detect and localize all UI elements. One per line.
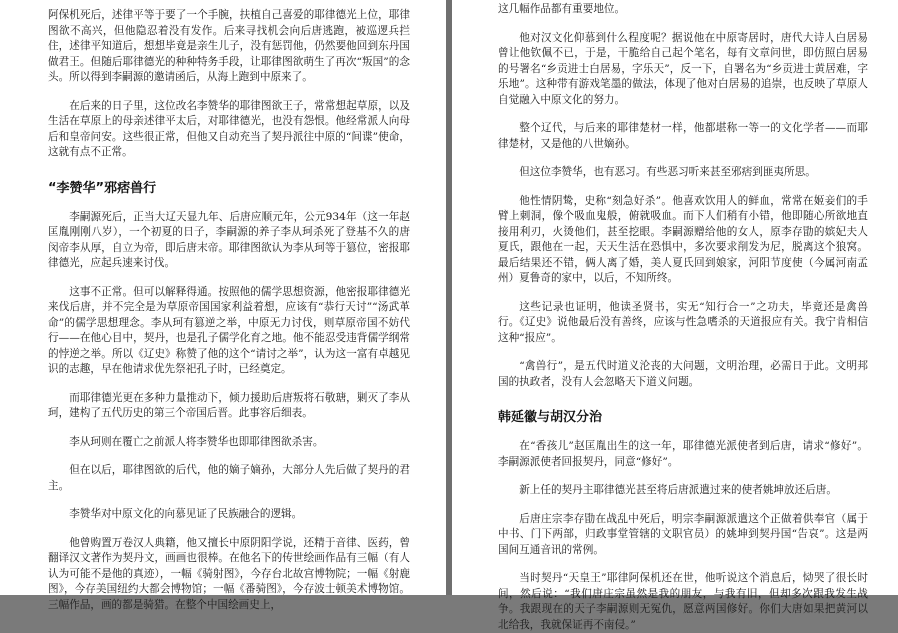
paragraph: 他曾购置万卷汉人典籍，他又擅长中原阴阳学说，还精于音律、医药，曾翻译汉文著作为契丹文，画画也很棒。在他名下的传世绘画作品有三幅（有人认为可能不是他的真迹），一幅《骑射图》，今存台北故宫博物院；一幅《射鹿图》，今存美国纽约大都会博物馆；一幅《番骑图》，今存波士顿美术博物馆。三幅作品，画的都是骑猎。在整个中国绘画史上， — [48, 536, 410, 611]
paragraph: 而耶律德光更在多种力量推动下，倾力援助后唐叛将石敬瑭，剿灭了李从珂，建构了五代历史的第三个帝国后晋。此事容后细表。 — [48, 391, 410, 419]
paragraph: 在后来的日子里，这位改名李赞华的耶律图欲王子，常常想起草原，以及生活在草原上的母亲述律平太后，对耶律德光，也没有怨恨。他经常派人向母后和皇帝问安。这些很正常，但他又自动充当了契丹派往中原的“间谍”使命，这就有点不正常。 — [48, 99, 410, 158]
paragraph: 阿保机死后，述律平等于要了一个手腕，扶植自己喜爱的耶律德光上位，耶律图欲不高兴，但他隐忍着没有发作。后来寻找机会向后唐逃跑，被巡逻兵拦住，述律平知道后，想想毕竟是亲生儿子，没有惩罚他，仍然要他回到东丹国做君王。但随后耶律德光的种种特务手段，让耶律图欲萌生了再次“叛国”的念头。所以得到李嗣源的邀请函后，从海上跑到中原来了。 — [48, 9, 410, 83]
paragraph: 李赞华对中原文化的向慕见证了民族融合的逻辑。 — [69, 508, 303, 520]
paragraph: 当时契丹“天皇王”耶律阿保机还在世，他听说这个消息后，恸哭了很长时间，然后说：“我们唐庄宗虽然是我的朋友，与我有旧，但却多次跟我发生战争。我跟现在的天子李嗣源则无冤仇，愿意两国修好。你们大唐如果把黄河以北给我，我就保证再不南侵。” — [498, 572, 868, 631]
left-page — [0, 0, 446, 611]
paragraph: 李从珂则在覆亡之前派人将李赞华也即耶律图欲杀害。 — [69, 435, 324, 448]
section-heading: 韩延徽与胡汉分治 — [498, 410, 603, 425]
paragraph: 整个辽代，与后来的耶律楚材一样，他都堪称一等一的文化学者——而耶律楚材，又是他的八世嫡孙。 — [498, 122, 868, 150]
paragraph: 李嗣源死后，正当大辽天显九年、后唐应顺元年，公元934年（这一年赵匡胤刚刚八岁），一个初夏的日子，李嗣源的养子李从珂杀死了登基不久的唐闵帝李从厚，自立为帝，即后唐末帝。耶律图欲认为李从珂等于篡位，密报耶律德光，应起兵速来讨伐。 — [48, 210, 410, 269]
paragraph: 这几幅作品都有重要地位。 — [498, 3, 626, 15]
paragraph: 这事不正常。但可以解释得通。按照他的儒学思想资源，他密报耶律德光来伐后唐，并不完全是为草原帝国国家利益着想，应该有“恭行天讨”“汤武革命”的儒学思想理念。李从珂有篡逆之举，中原无力讨伐，则草原帝国不妨代行——在他心目中，契丹，也是孔子儒学化育之地。他不能忍受违背儒学纲常的悖逆之举。所以《辽史》称赞了他的这个“请讨之举”，认为这一富有卓越见识的志趣，早在他请求优先祭祀孔子时，已经奠定。 — [48, 285, 410, 375]
right-page — [452, 0, 898, 631]
paragraph: 但这位李赞华，也有恶习。有些恶习听来甚至邪痞到匪夷所思。 — [519, 166, 816, 178]
paragraph: “禽兽行”，是五代时道义沦丧的大问题，文明治理，必需日于此。文明邦国的执政者，没有人会忽略天下道义问题。 — [498, 360, 868, 388]
paragraph: 后唐庄宗李存勖在战乱中死后，明宗李嗣源派遣这个正做着供奉官（属于中书、门下两部，归政事堂管辖的文职官员）的姚坤到契丹国“告哀”。这是两国间互通音讯的常例。 — [498, 512, 868, 556]
section-heading: “李赞华”邪痞兽行 — [48, 180, 157, 196]
paragraph: 在“香孩儿”赵匡胤出生的这一年，耶律德光派使者到后唐，请求“修好”。李嗣源派使者回报契丹，同意“修好”。 — [498, 440, 868, 468]
paragraph: 这些记录也证明，他读圣贤书，实无“知行合一”之功夫，毕竟还是禽兽行。《辽史》说他最后没有善终，应该与性急嗜杀的天道报应有关。我宁肯相信这种“报应”。 — [498, 300, 868, 344]
paragraph: 他对汉文化仰慕到什么程度呢？据说他在中原寄居时，唐代大诗人白居易曾让他钦佩不已，于是，干脆给自己起个笔名，每有文章问世，即仿照白居易的号署名“乡贡进士白居易，字乐天”，反一下，自署名为“乡贡进士黄居难，字乐地”。这种带有游戏笔墨的做法，体现了他对白居易的追崇，也反映了草原人自觉融入中原文化的努力。 — [498, 31, 868, 106]
paragraph: 他性情阴鸷，史称“刻急好杀”。他喜欢饮用人的鲜血，常常在姬妾们的手臂上刺洞，像个吸血鬼般，俯就吸血。而下人们稍有小错，他即随心所欲地直接用利刃，火烫他们，甚至挖眼。李嗣源赠给他的女人，原李存勖的嫔妃夫人夏氏，跟他在一起，天天生活在恐惧中，多次要求削发为尼，脱离这个狼窝。最后结果还不错，俩人离了婚，美人夏氏回到娘家，河阳节度使（今属河南孟州）夏鲁奇的家中，以后，不知所终。 — [498, 194, 868, 284]
paragraph: 但在以后，耶律图欲的后代，他的嫡子嫡孙，大部分人先后做了契丹的君主。 — [48, 464, 410, 492]
paragraph: 新上任的契丹主耶律德光甚至将后唐派遣过来的使者姚坤放还后唐。 — [519, 484, 837, 496]
